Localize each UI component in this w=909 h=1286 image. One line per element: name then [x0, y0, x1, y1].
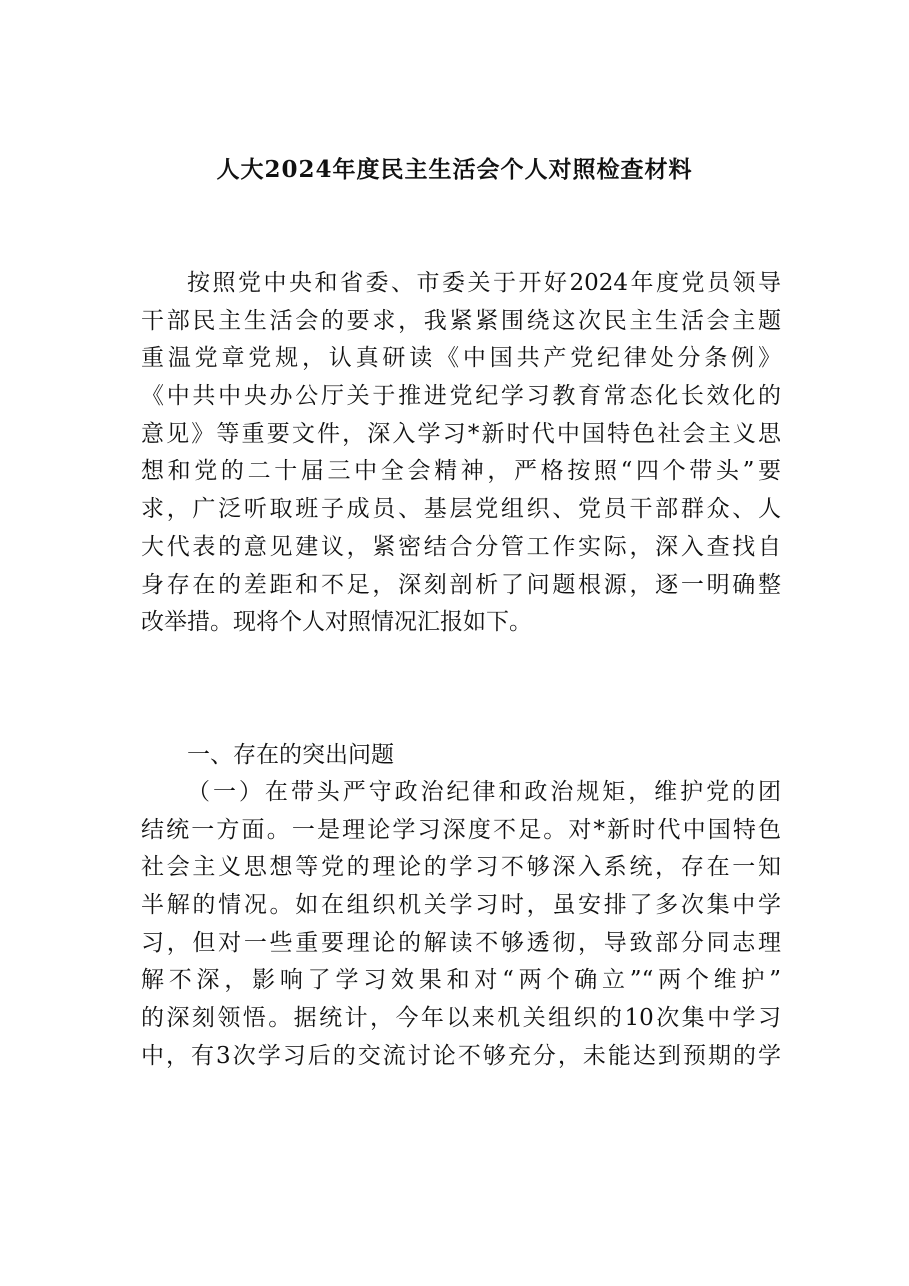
- section-heading-text: 一、存在的突出问题: [187, 742, 394, 768]
- text-line: 社会主义思想等党的理论的学习不够深入系统，存在一知: [141, 854, 781, 881]
- document-title: 人大2024年度民主生活会个人对照检查材料: [216, 156, 693, 183]
- text-line: 解不深，影响了学习效果和对“两个确立”“两个维护”: [141, 967, 781, 994]
- text-line: 求，广泛听取班子成员、基层党组织、党员干部群众、人: [141, 496, 781, 523]
- text-line: 按照党中央和省委、市委关于开好2024年度党员领导: [187, 270, 781, 296]
- text-line: 结统一方面。一是理论学习深度不足。对*新时代中国特色: [141, 816, 781, 843]
- text-line: 身存在的差距和不足，深刻剖析了问题根源，逐一明确整: [141, 571, 781, 598]
- text-line: 的深刻领悟。据统计，今年以来机关组织的10次集中学习: [141, 1005, 781, 1032]
- problem-paragraph: [141, 774, 781, 1076]
- text-line: 干部民主生活会的要求，我紧紧围绕这次民主生活会主题: [141, 307, 781, 334]
- text-line: 半解的情况。如在组织机关学习时，虽安排了多次集中学: [141, 892, 781, 919]
- text-line: 大代表的意见建议，紧密结合分管工作实际，深入查找自: [141, 533, 781, 560]
- text-line: 习，但对一些重要理论的解读不够透彻，导致部分同志理: [141, 929, 781, 956]
- text-line: 中，有3次学习后的交流讨论不够充分，未能达到预期的学: [141, 1042, 781, 1069]
- intro-paragraph: [141, 265, 781, 642]
- text-line: （一）在带头严守政治纪律和政治规矩，维护党的团: [187, 779, 781, 805]
- text-line: 想和党的二十届三中全会精神，严格按照“四个带头”要: [141, 458, 781, 485]
- section-heading: [141, 737, 781, 775]
- text-line: 重温党章党规，认真研读《中国共产党纪律处分条例》: [141, 345, 781, 372]
- text-line: 意见》等重要文件，深入学习*新时代中国特色社会主义思: [141, 420, 781, 447]
- text-line: 《中共中央办公厅关于推进党纪学习教育常态化长效化的: [141, 383, 781, 410]
- text-line: 改举措。现将个人对照情况汇报如下。: [141, 609, 532, 636]
